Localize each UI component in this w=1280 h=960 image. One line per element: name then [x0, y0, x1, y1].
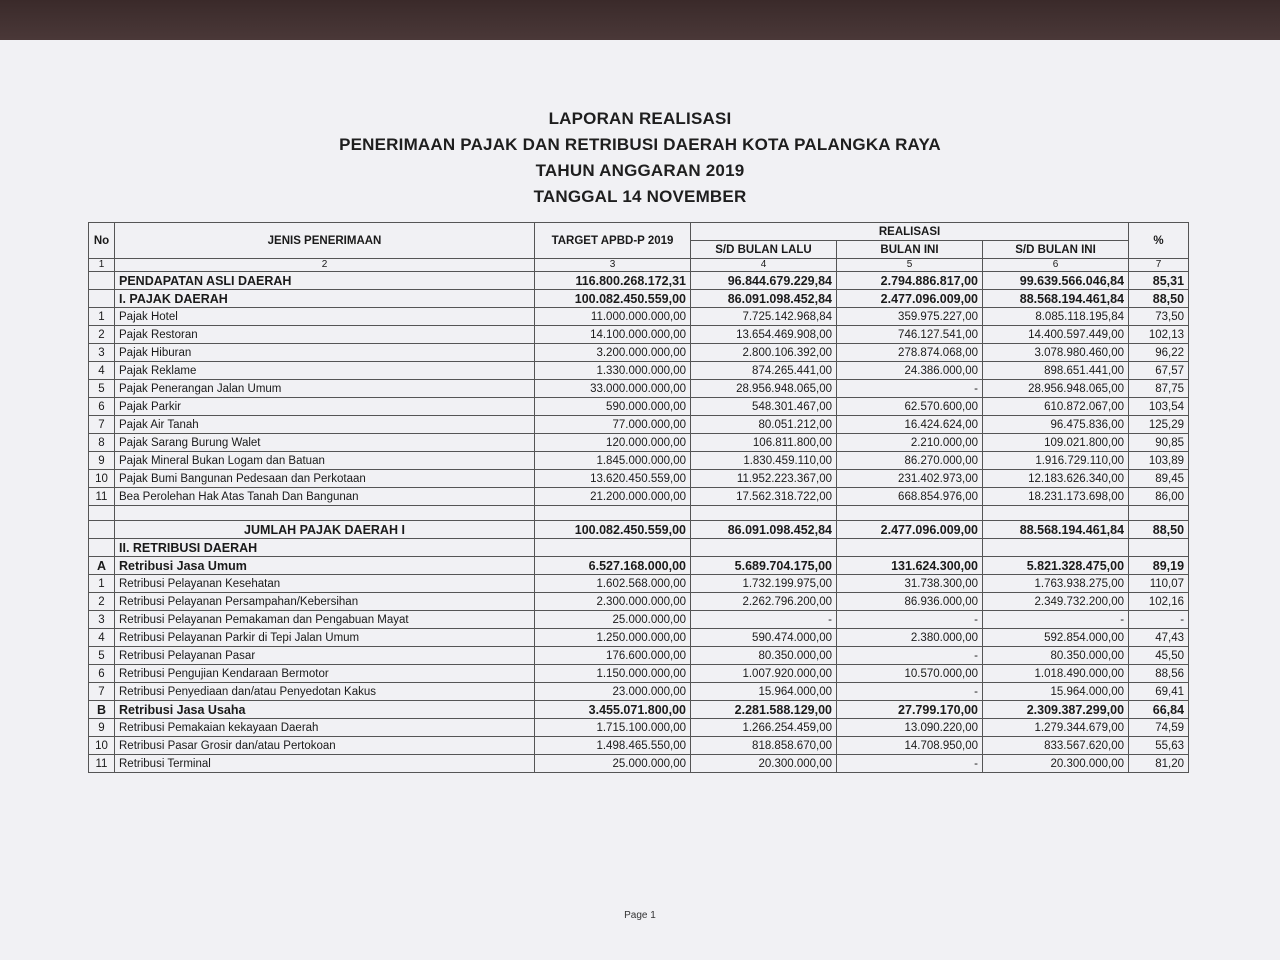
row-bulan-ini: 668.854.976,00: [837, 488, 983, 506]
row-percent: 73,50: [1129, 308, 1189, 326]
row-target: 33.000.000.000,00: [535, 380, 691, 398]
row-sd-bulan-ini: 610.872.067,00: [983, 398, 1129, 416]
row-number: 6: [89, 665, 115, 683]
row-bulan-ini: 2.794.886.817,00: [837, 272, 983, 290]
row-target: 14.100.000.000,00: [535, 326, 691, 344]
row-target: 116.800.268.172,31: [535, 272, 691, 290]
row-sd-bulan-lalu: 1.830.459.110,00: [691, 452, 837, 470]
row-target: 176.600.000,00: [535, 647, 691, 665]
table-header-row: [89, 223, 1189, 241]
row-percent: -: [1129, 611, 1189, 629]
row-sd-bulan-lalu: 874.265.441,00: [691, 362, 837, 380]
row-bulan-ini: 131.624.300,00: [837, 557, 983, 575]
row-target: 1.498.465.550,00: [535, 737, 691, 755]
row-number: 3: [89, 344, 115, 362]
row-label: Retribusi Pelayanan Pemakaman dan Pengabuan Mayat: [115, 611, 535, 629]
row-sd-bulan-ini: 2.349.732.200,00: [983, 593, 1129, 611]
row-sd-bulan-lalu: 106.811.800,00: [691, 434, 837, 452]
pajak-daerah-row: [89, 290, 1189, 308]
col-index: 6: [983, 259, 1129, 272]
empty-cell: [1129, 506, 1189, 521]
row-label: Pajak Penerangan Jalan Umum: [115, 380, 535, 398]
row-bulan-ini: 359.975.227,00: [837, 308, 983, 326]
row-bulan-ini: 231.402.973,00: [837, 470, 983, 488]
row-bulan-ini: 86.270.000,00: [837, 452, 983, 470]
row-label: Pajak Restoran: [115, 326, 535, 344]
row-label: Pajak Hotel: [115, 308, 535, 326]
row-sd-bulan-lalu: 2.262.796.200,00: [691, 593, 837, 611]
col-index: 3: [535, 259, 691, 272]
header-sd-bulan-ini: S/D BULAN INI: [983, 241, 1129, 259]
row-percent: 47,43: [1129, 629, 1189, 647]
row-number: 5: [89, 380, 115, 398]
row-number: 7: [89, 416, 115, 434]
row-bulan-ini: -: [837, 380, 983, 398]
row-sd-bulan-ini: 15.964.000,00: [983, 683, 1129, 701]
row-percent: 69,41: [1129, 683, 1189, 701]
row-label: PENDAPATAN ASLI DAERAH: [115, 272, 535, 290]
row-label: Pajak Bumi Bangunan Pedesaan dan Perkotaan: [115, 470, 535, 488]
row-sd-bulan-lalu: 17.562.318.722,00: [691, 488, 837, 506]
row-sd-bulan-ini: 14.400.597.449,00: [983, 326, 1129, 344]
row-target: 77.000.000,00: [535, 416, 691, 434]
row-sd-bulan-ini: 88.568.194.461,84: [983, 290, 1129, 308]
report-title-block: [300, 106, 980, 210]
row-label: Retribusi Pelayanan Persampahan/Kebersihan: [115, 593, 535, 611]
row-sd-bulan-lalu: 86.091.098.452,84: [691, 290, 837, 308]
row-sd-bulan-lalu: 2.281.588.129,00: [691, 701, 837, 719]
row-percent: 45,50: [1129, 647, 1189, 665]
row-sd-bulan-lalu: 2.800.106.392,00: [691, 344, 837, 362]
row-percent: 67,57: [1129, 362, 1189, 380]
col-index: 2: [115, 259, 535, 272]
header-realisasi: REALISASI: [691, 223, 1129, 241]
empty-cell: [89, 506, 115, 521]
row-bulan-ini: 2.210.000,00: [837, 434, 983, 452]
row-target: 120.000.000,00: [535, 434, 691, 452]
row-number: A: [89, 557, 115, 575]
row-number: 10: [89, 470, 115, 488]
row-label: Pajak Sarang Burung Walet: [115, 434, 535, 452]
row-bulan-ini: 14.708.950,00: [837, 737, 983, 755]
row-sd-bulan-lalu: 80.051.212,00: [691, 416, 837, 434]
row-percent: 103,89: [1129, 452, 1189, 470]
header-no: No: [89, 223, 115, 259]
row-label: Retribusi Jasa Umum: [115, 557, 535, 575]
row-number: 8: [89, 434, 115, 452]
row-label: Retribusi Pasar Grosir dan/atau Pertokoan: [115, 737, 535, 755]
row-percent: 87,75: [1129, 380, 1189, 398]
row-target: 100.082.450.559,00: [535, 521, 691, 539]
col-index: 1: [89, 259, 115, 272]
row-number: 9: [89, 452, 115, 470]
row-label: Retribusi Pemakaian kekayaan Daerah: [115, 719, 535, 737]
row-percent: 86,00: [1129, 488, 1189, 506]
table-body: [89, 272, 1189, 773]
header-percent: %: [1129, 223, 1189, 259]
jasa-umum-row: [89, 557, 1189, 575]
empty-cell: [983, 539, 1129, 557]
row-bulan-ini: 2.477.096.009,00: [837, 521, 983, 539]
row-label: Retribusi Pelayanan Pasar: [115, 647, 535, 665]
empty-cell: [1129, 539, 1189, 557]
report-subtitle: PENERIMAAN PAJAK DAN RETRIBUSI DAERAH KOTA PALANGKA RAYA: [339, 135, 941, 154]
row-sd-bulan-lalu: 818.858.670,00: [691, 737, 837, 755]
col-index: 4: [691, 259, 837, 272]
table-row: [89, 398, 1189, 416]
row-sd-bulan-ini: 1.279.344.679,00: [983, 719, 1129, 737]
row-percent: 88,50: [1129, 290, 1189, 308]
row-sd-bulan-ini: 109.021.800,00: [983, 434, 1129, 452]
row-target: 23.000.000,00: [535, 683, 691, 701]
row-bulan-ini: 86.936.000,00: [837, 593, 983, 611]
row-target: 1.602.568.000,00: [535, 575, 691, 593]
empty-cell: [983, 506, 1129, 521]
row-bulan-ini: 2.477.096.009,00: [837, 290, 983, 308]
row-sd-bulan-lalu: 5.689.704.175,00: [691, 557, 837, 575]
table-row: [89, 665, 1189, 683]
row-label: Retribusi Pelayanan Parkir di Tepi Jalan Umum: [115, 629, 535, 647]
row-sd-bulan-ini: 5.821.328.475,00: [983, 557, 1129, 575]
blank-row: [89, 506, 1189, 521]
row-percent: 96,22: [1129, 344, 1189, 362]
table-row: [89, 452, 1189, 470]
row-sd-bulan-lalu: 1.266.254.459,00: [691, 719, 837, 737]
row-number: 11: [89, 755, 115, 773]
table-row: [89, 719, 1189, 737]
row-percent: 103,54: [1129, 398, 1189, 416]
row-percent: 74,59: [1129, 719, 1189, 737]
row-bulan-ini: -: [837, 611, 983, 629]
row-target: 1.715.100.000,00: [535, 719, 691, 737]
row-bulan-ini: 24.386.000,00: [837, 362, 983, 380]
row-bulan-ini: 13.090.220,00: [837, 719, 983, 737]
row-number: 7: [89, 683, 115, 701]
table-row: [89, 683, 1189, 701]
row-sd-bulan-ini: 12.183.626.340,00: [983, 470, 1129, 488]
empty-cell: [535, 506, 691, 521]
row-target: 6.527.168.000,00: [535, 557, 691, 575]
row-bulan-ini: 31.738.300,00: [837, 575, 983, 593]
row-bulan-ini: -: [837, 683, 983, 701]
row-number: B: [89, 701, 115, 719]
row-sd-bulan-ini: 8.085.118.195,84: [983, 308, 1129, 326]
section-row: [89, 539, 1189, 557]
empty-cell: [691, 506, 837, 521]
table-row: [89, 737, 1189, 755]
row-sd-bulan-ini: 1.916.729.110,00: [983, 452, 1129, 470]
row-percent: 90,85: [1129, 434, 1189, 452]
row-number: 5: [89, 647, 115, 665]
report-date: TANGGAL 14 NOVEMBER: [533, 187, 747, 206]
row-label: Retribusi Terminal: [115, 755, 535, 773]
row-number: [89, 290, 115, 308]
table-row: [89, 488, 1189, 506]
row-sd-bulan-lalu: 590.474.000,00: [691, 629, 837, 647]
row-percent: 89,19: [1129, 557, 1189, 575]
row-sd-bulan-lalu: 7.725.142.968,84: [691, 308, 837, 326]
row-number: 11: [89, 488, 115, 506]
row-sd-bulan-ini: 20.300.000,00: [983, 755, 1129, 773]
row-label: Pajak Hiburan: [115, 344, 535, 362]
empty-cell: [89, 539, 115, 557]
header-jenis: JENIS PENERIMAAN: [115, 223, 535, 259]
row-target: 1.845.000.000,00: [535, 452, 691, 470]
row-label: Pajak Mineral Bukan Logam dan Batuan: [115, 452, 535, 470]
pad-total-row: [89, 272, 1189, 290]
row-bulan-ini: -: [837, 755, 983, 773]
row-target: 1.330.000.000,00: [535, 362, 691, 380]
row-number: 2: [89, 593, 115, 611]
col-index: 7: [1129, 259, 1189, 272]
row-sd-bulan-ini: 833.567.620,00: [983, 737, 1129, 755]
row-label: Pajak Air Tanah: [115, 416, 535, 434]
row-bulan-ini: 10.570.000,00: [837, 665, 983, 683]
row-sd-bulan-lalu: 1.732.199.975,00: [691, 575, 837, 593]
row-label: Retribusi Jasa Usaha: [115, 701, 535, 719]
table-row: [89, 647, 1189, 665]
row-percent: 88,50: [1129, 521, 1189, 539]
row-sd-bulan-ini: 2.309.387.299,00: [983, 701, 1129, 719]
table-row: [89, 380, 1189, 398]
row-bulan-ini: 746.127.541,00: [837, 326, 983, 344]
table-row: [89, 611, 1189, 629]
row-label: JUMLAH PAJAK DAERAH I: [115, 521, 535, 539]
row-sd-bulan-ini: 1.763.938.275,00: [983, 575, 1129, 593]
row-label: Pajak Parkir: [115, 398, 535, 416]
row-target: 3.200.000.000,00: [535, 344, 691, 362]
table-row: [89, 470, 1189, 488]
row-bulan-ini: -: [837, 647, 983, 665]
realization-table: [88, 222, 1189, 773]
table-row: [89, 575, 1189, 593]
empty-cell: [115, 506, 535, 521]
row-label: Retribusi Pelayanan Kesehatan: [115, 575, 535, 593]
row-sd-bulan-lalu: 548.301.467,00: [691, 398, 837, 416]
row-number: 4: [89, 629, 115, 647]
row-target: 25.000.000,00: [535, 611, 691, 629]
table-row: [89, 362, 1189, 380]
section-title: II. RETRIBUSI DAERAH: [115, 539, 535, 557]
row-bulan-ini: 2.380.000,00: [837, 629, 983, 647]
document-page: [0, 40, 1280, 960]
row-sd-bulan-ini: 3.078.980.460,00: [983, 344, 1129, 362]
table-row: [89, 593, 1189, 611]
row-sd-bulan-lalu: 28.956.948.065,00: [691, 380, 837, 398]
row-bulan-ini: 16.424.624,00: [837, 416, 983, 434]
empty-cell: [691, 539, 837, 557]
table-row: [89, 629, 1189, 647]
row-sd-bulan-lalu: 15.964.000,00: [691, 683, 837, 701]
row-sd-bulan-lalu: 96.844.679.229,84: [691, 272, 837, 290]
table-row: [89, 308, 1189, 326]
row-number: 4: [89, 362, 115, 380]
row-label: Pajak Reklame: [115, 362, 535, 380]
row-sd-bulan-ini: 1.018.490.000,00: [983, 665, 1129, 683]
row-number: 9: [89, 719, 115, 737]
row-number: [89, 521, 115, 539]
row-target: 13.620.450.559,00: [535, 470, 691, 488]
table-row: [89, 755, 1189, 773]
row-sd-bulan-ini: 88.568.194.461,84: [983, 521, 1129, 539]
row-target: 1.150.000.000,00: [535, 665, 691, 683]
row-target: 1.250.000.000,00: [535, 629, 691, 647]
jasa-usaha-row: [89, 701, 1189, 719]
row-target: 2.300.000.000,00: [535, 593, 691, 611]
row-number: 6: [89, 398, 115, 416]
row-label: I. PAJAK DAERAH: [115, 290, 535, 308]
row-target: 590.000.000,00: [535, 398, 691, 416]
row-bulan-ini: 27.799.170,00: [837, 701, 983, 719]
col-index: 5: [837, 259, 983, 272]
header-target: TARGET APBD-P 2019: [535, 223, 691, 259]
header-bulan-ini: BULAN INI: [837, 241, 983, 259]
report-title: LAPORAN REALISASI: [548, 109, 732, 128]
row-sd-bulan-ini: 18.231.173.698,00: [983, 488, 1129, 506]
row-bulan-ini: 278.874.068,00: [837, 344, 983, 362]
row-sd-bulan-lalu: 11.952.223.367,00: [691, 470, 837, 488]
empty-cell: [535, 539, 691, 557]
row-label: Retribusi Pengujian Kendaraan Bermotor: [115, 665, 535, 683]
row-target: 25.000.000,00: [535, 755, 691, 773]
row-percent: 55,63: [1129, 737, 1189, 755]
empty-cell: [837, 539, 983, 557]
row-percent: 110,07: [1129, 575, 1189, 593]
page-number: Page 1: [624, 910, 656, 921]
row-percent: 81,20: [1129, 755, 1189, 773]
row-label: Bea Perolehan Hak Atas Tanah Dan Bangunan: [115, 488, 535, 506]
row-sd-bulan-ini: 28.956.948.065,00: [983, 380, 1129, 398]
row-sd-bulan-lalu: 86.091.098.452,84: [691, 521, 837, 539]
row-sd-bulan-ini: 96.475.836,00: [983, 416, 1129, 434]
row-sd-bulan-lalu: 80.350.000,00: [691, 647, 837, 665]
row-sd-bulan-ini: 80.350.000,00: [983, 647, 1129, 665]
row-sd-bulan-ini: 898.651.441,00: [983, 362, 1129, 380]
row-percent: 89,45: [1129, 470, 1189, 488]
row-sd-bulan-ini: -: [983, 611, 1129, 629]
table-row: [89, 416, 1189, 434]
row-percent: 66,84: [1129, 701, 1189, 719]
row-number: [89, 272, 115, 290]
row-number: 10: [89, 737, 115, 755]
row-number: 2: [89, 326, 115, 344]
row-sd-bulan-lalu: 1.007.920.000,00: [691, 665, 837, 683]
row-percent: 85,31: [1129, 272, 1189, 290]
table-row: [89, 326, 1189, 344]
row-sd-bulan-lalu: 13.654.469.908,00: [691, 326, 837, 344]
row-number: 3: [89, 611, 115, 629]
table-row: [89, 434, 1189, 452]
row-target: 100.082.450.559,00: [535, 290, 691, 308]
table-row: [89, 344, 1189, 362]
jumlah-pajak-row: [89, 521, 1189, 539]
row-target: 3.455.071.800,00: [535, 701, 691, 719]
row-number: 1: [89, 575, 115, 593]
row-percent: 102,13: [1129, 326, 1189, 344]
row-target: 21.200.000.000,00: [535, 488, 691, 506]
row-sd-bulan-lalu: -: [691, 611, 837, 629]
row-sd-bulan-ini: 99.639.566.046,84: [983, 272, 1129, 290]
report-fiscal-year: TAHUN ANGGARAN 2019: [535, 161, 745, 180]
row-percent: 88,56: [1129, 665, 1189, 683]
row-percent: 102,16: [1129, 593, 1189, 611]
row-bulan-ini: 62.570.600,00: [837, 398, 983, 416]
row-number: 1: [89, 308, 115, 326]
header-sd-bulan-lalu: S/D BULAN LALU: [691, 241, 837, 259]
row-target: 11.000.000.000,00: [535, 308, 691, 326]
empty-cell: [837, 506, 983, 521]
row-sd-bulan-lalu: 20.300.000,00: [691, 755, 837, 773]
row-label: Retribusi Penyediaan dan/atau Penyedotan Kakus: [115, 683, 535, 701]
row-percent: 125,29: [1129, 416, 1189, 434]
column-index-row: [89, 259, 1189, 272]
row-sd-bulan-ini: 592.854.000,00: [983, 629, 1129, 647]
